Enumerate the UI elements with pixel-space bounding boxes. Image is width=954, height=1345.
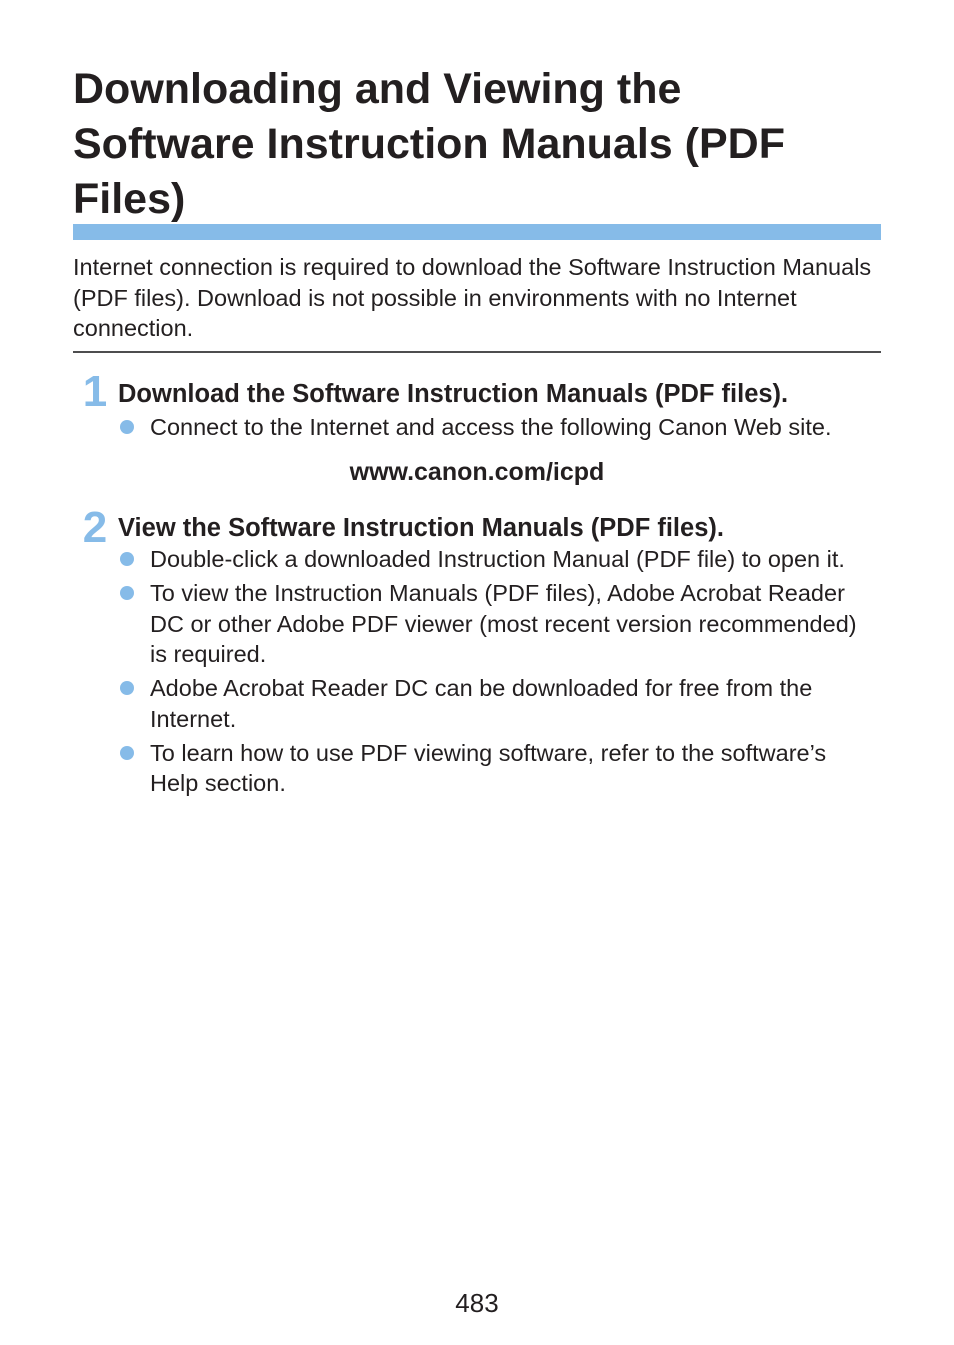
bullet-text: To learn how to use PDF viewing software, refer to the software’s Help section.	[150, 739, 827, 796]
list-item	[118, 738, 878, 799]
step-2-bullets	[118, 544, 878, 802]
canon-url-link[interactable]: www.canon.com/icpd	[349, 458, 605, 486]
bullet-text: Connect to the Internet and access the following Canon Web site.	[150, 414, 832, 440]
bullet-dot-icon	[120, 586, 134, 600]
step-heading-1: Download the Software Instruction Manuals (PDF files).	[118, 380, 789, 408]
bullet-dot-icon	[120, 420, 134, 434]
section-divider	[73, 351, 881, 353]
step-heading-2: View the Software Instruction Manuals (PDF files).	[118, 514, 724, 542]
bullet-text: Double-click a downloaded Instruction Manual (PDF file) to open it.	[150, 546, 845, 572]
step-number-2: 2	[82, 503, 108, 552]
bullet-dot-icon	[120, 681, 134, 695]
bullet-dot-icon	[120, 746, 134, 760]
page-number: 483	[455, 1288, 499, 1318]
title-underline-bar	[73, 224, 881, 240]
step-1-bullets	[118, 412, 878, 446]
bullet-dot-icon	[120, 552, 134, 566]
list-item	[118, 578, 878, 670]
list-item	[118, 412, 878, 443]
list-item	[118, 544, 878, 575]
page-title: Downloading and Viewing the Software Instruction Manuals (PDF Files)	[73, 65, 785, 223]
bullet-text: To view the Instruction Manuals (PDF files), Adobe Acrobat Reader DC or other Adobe PDF viewer (most recent version recommended) is required.	[150, 580, 857, 667]
step-number-1: 1	[82, 367, 108, 416]
intro-text: Internet connection is required to download the Software Instruction Manuals (PDF files). Download is not possible in environments with no Internet connection.	[73, 254, 872, 341]
bullet-text: Adobe Acrobat Reader DC can be downloaded for free from the Internet.	[150, 675, 813, 732]
list-item	[118, 673, 878, 734]
